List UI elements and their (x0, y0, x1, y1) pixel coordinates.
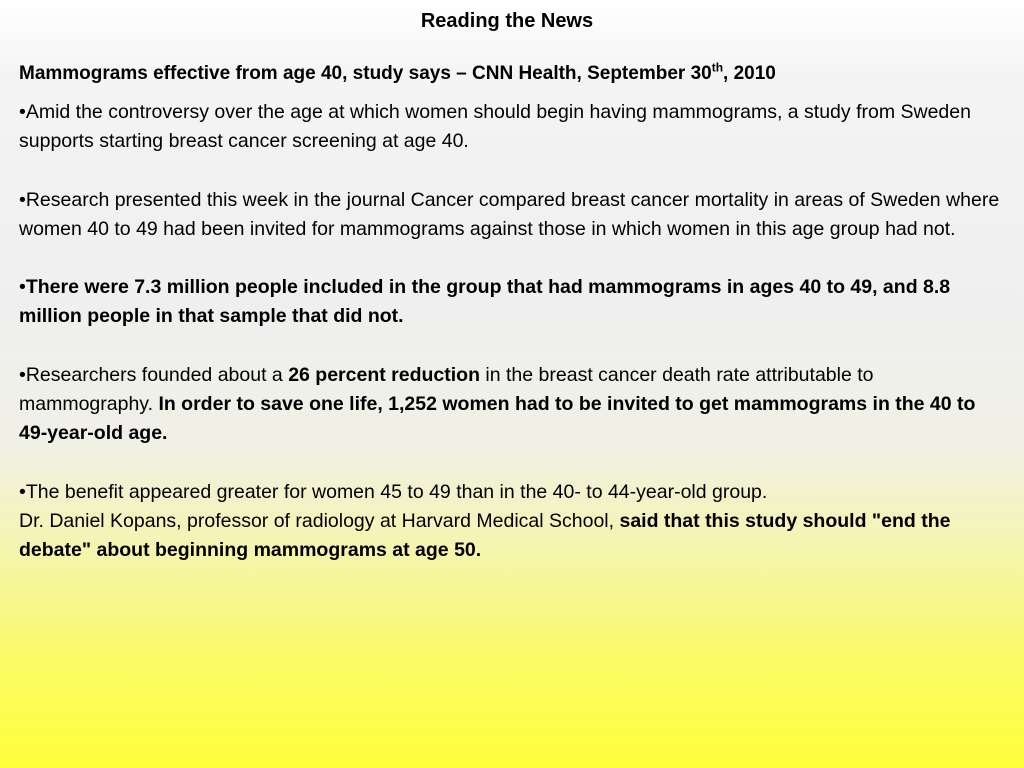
bullet-item-2 (19, 186, 1004, 244)
bullet-item-5 (19, 478, 1004, 566)
bullet-bold-text: In order to save one life, 1,252 women had to be invited to get mammograms in the 40 to 49-year-old age. (19, 392, 976, 445)
bullet-text: Research presented this week in the journal Cancer compared breast cancer mortality in areas of Sweden where women 40 to 49 had been invited for mammograms against those in which women in this age group had not. (19, 188, 1000, 240)
bullet-list (19, 98, 1004, 565)
paragraph-spacer (19, 448, 1004, 477)
bullet-marker: • (19, 480, 26, 503)
paragraph-spacer (19, 156, 1004, 185)
bullet-text: in the breast cancer death rate attributable to mammography. (19, 363, 874, 415)
bullet-marker: • (19, 276, 26, 299)
bullet-text: Researchers founded about a (25, 363, 289, 386)
bullet-bold-text: said that this study should "end the debate" about beginning mammograms at age 50. (19, 509, 951, 561)
bullet-bold-text: There were 7.3 million people included in the group that had mammograms in ages 40 to 49, and 8.8 million people in that sample that did not. (19, 276, 951, 328)
slide-title: Reading the News (420, 10, 594, 32)
bullet-marker: • (19, 101, 26, 123)
paragraph-spacer (19, 244, 1004, 273)
bullet-item-1 (19, 98, 1004, 156)
bullet-bold-text: 26 percent reduction (288, 363, 480, 386)
bullet-item-3 (19, 273, 1004, 331)
paragraph-spacer (19, 332, 1004, 361)
headline-suffix: , 2010 (723, 63, 776, 84)
bullet-text: Amid the controversy over the age at which women should begin having mammograms, a study from Sweden supports starting breast cancer screening at age 40. (19, 101, 971, 153)
bullet-text: Dr. Daniel Kopans, professor of radiology at Harvard Medical School, (19, 509, 620, 532)
bullet-marker: • (19, 363, 26, 386)
bullet-text: The benefit appeared greater for women 45 to 49 than in the 40- to 44-year-old group. (25, 480, 768, 503)
bullet-marker: • (19, 188, 26, 211)
headline-text: Mammograms effective from age 40, study says – CNN Health, September 30 (19, 63, 712, 84)
article-headline (19, 61, 1009, 87)
headline-superscript: th (711, 60, 724, 75)
bullet-item-4 (19, 361, 1004, 449)
